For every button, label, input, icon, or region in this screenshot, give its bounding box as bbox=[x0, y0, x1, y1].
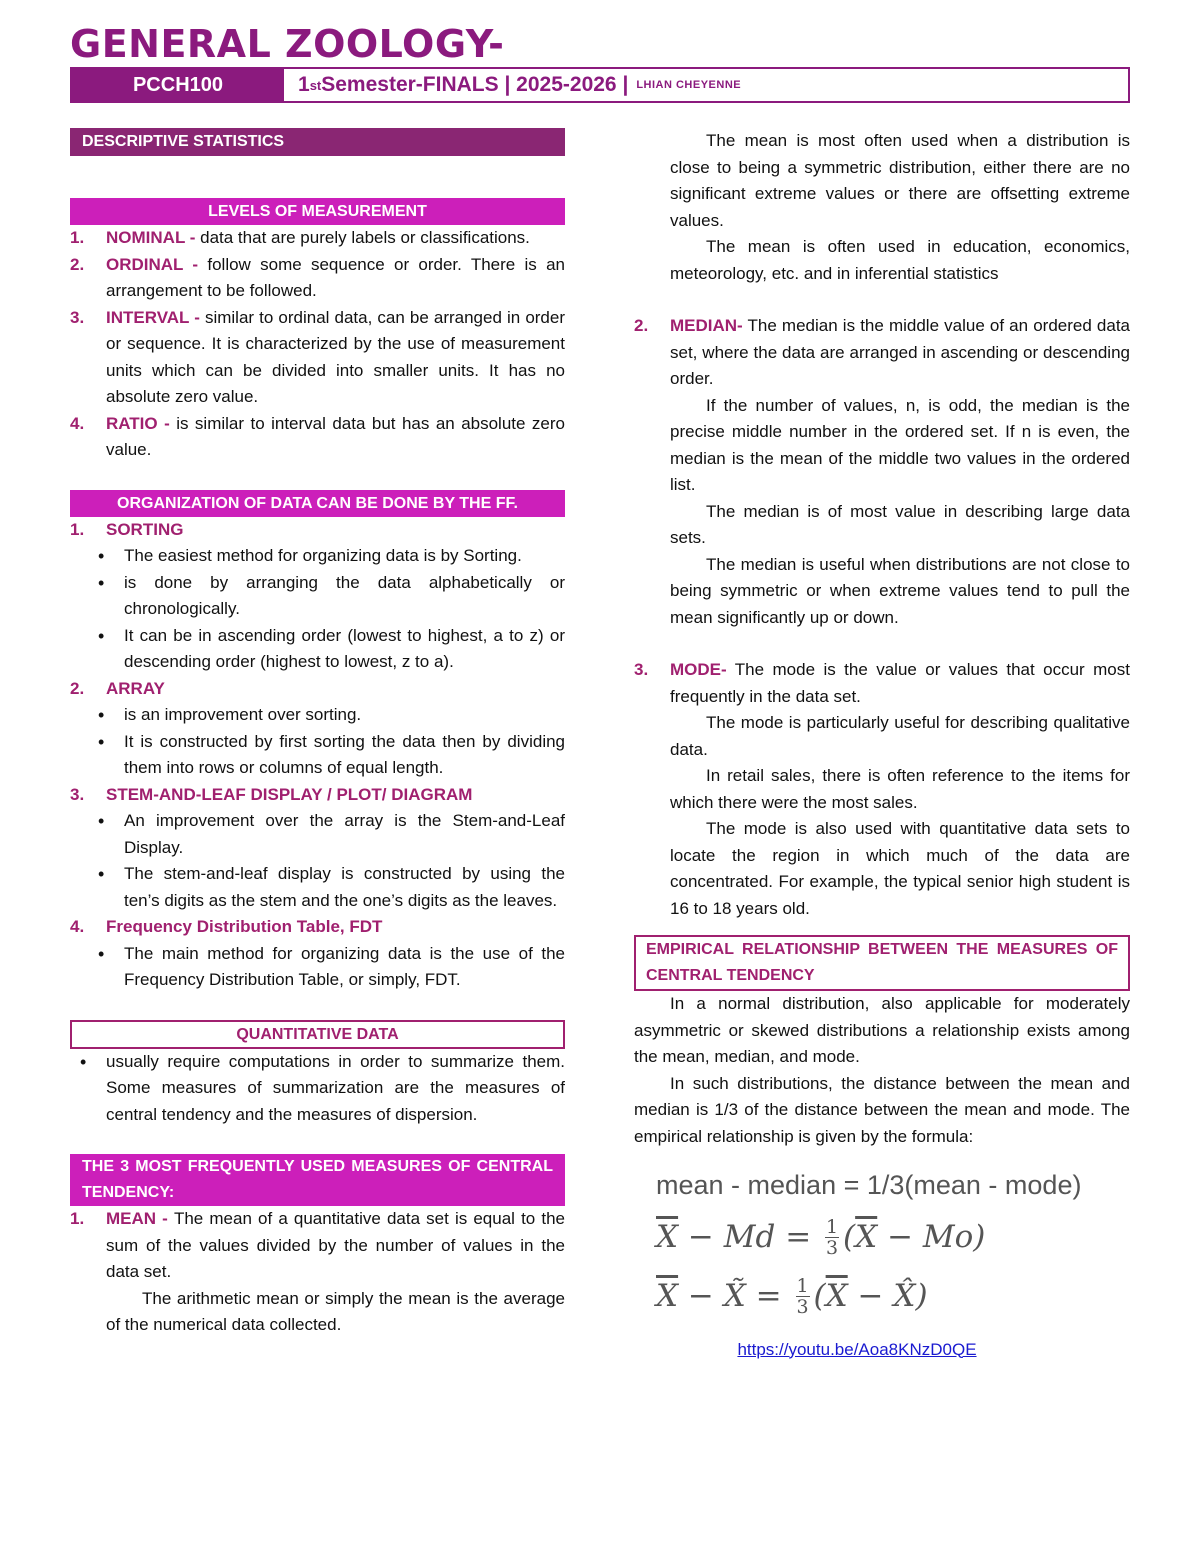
bullet-item: • is done by arranging the data alphabetically or chronologically. bbox=[70, 570, 565, 623]
central-item-mode bbox=[634, 657, 1130, 710]
definition: similar to ordinal data, can be arranged in order or sequence. It is characterized by the use of measurement units which can be divided into smaller units. It has no absolute zero value. bbox=[106, 307, 566, 406]
right-column bbox=[634, 128, 1130, 1363]
mean-paragraph: The arithmetic mean or simply the mean is the average of the numerical data collected. bbox=[106, 1288, 565, 1334]
central-tendency-heading: THE 3 MOST FREQUENTLY USED MEASURES OF CENTRAL TENDENCY: bbox=[70, 1154, 565, 1206]
formula-math-md: $\overline{X}$ − Md = $\frac{1}{3}$ ( $\overline{X}$ − Mo) bbox=[656, 1215, 986, 1259]
organization-list bbox=[70, 517, 565, 994]
section-title-descriptive-statistics: DESCRIPTIVE STATISTICS bbox=[70, 128, 565, 156]
semester-number: 1 bbox=[298, 73, 310, 96]
bullet-item: • The main method for organizing data is the use of the Frequency Distribution Table, or simply, FDT. bbox=[70, 941, 565, 994]
organization-heading: ORGANIZATION OF DATA CAN BE DONE BY THE FF. bbox=[70, 490, 565, 517]
mean-paragraph: The mean is often used in education, economics, meteorology, etc. and in inferential statistics bbox=[670, 237, 1130, 283]
youtube-link[interactable]: https://youtu.be/Aoa8KNzD0QE bbox=[737, 1339, 977, 1359]
mode-paragraph: The mode is also used with quantitative data sets to locate the region in which much of the data are concentrated. For example, the typical senior high student is 16 to 18 years old. bbox=[670, 819, 1130, 918]
level-item-nominal bbox=[70, 225, 565, 252]
list-number: 2. bbox=[634, 316, 649, 335]
bullet-item: • It can be in ascending order (lowest to highest, a to z) or descending order (highest to lowest, z to a). bbox=[70, 623, 565, 676]
quantitative-data-heading: QUANTITATIVE DATA bbox=[70, 1020, 565, 1049]
central-item-mean bbox=[70, 1206, 565, 1286]
list-number: 4. bbox=[70, 917, 85, 936]
semester-info bbox=[284, 69, 1128, 101]
bullet-item: • is an improvement over sorting. bbox=[70, 702, 565, 729]
course-code: PCCH100 bbox=[72, 69, 284, 101]
term: ARRAY bbox=[106, 678, 165, 698]
author-name: LHIAN CHEYENNE bbox=[636, 79, 742, 91]
bullet-item: • usually require computations in order to summarize them. Some measures of summarization are the measures of central tendency and the measures of dispersion. bbox=[70, 1049, 565, 1129]
term: RATIO bbox=[106, 413, 158, 433]
term: NOMINAL bbox=[106, 228, 186, 247]
org-item-array bbox=[70, 676, 565, 703]
list-number: 2. bbox=[70, 678, 85, 698]
semester-text: Semester-FINALS | 2025-2026 | bbox=[321, 73, 629, 96]
empirical-paragraph: In a normal distribution, also applicable for moderately asymmetric or skewed distributions a relationship exists among the mean, median, and mode. bbox=[634, 994, 1130, 1066]
median-paragraph: The median is useful when distributions are not close to being symmetric or when extreme values tend to pull the mean significantly up or down. bbox=[670, 554, 1130, 627]
level-item-interval bbox=[70, 305, 565, 411]
levels-of-measurement-heading: LEVELS OF MEASUREMENT bbox=[70, 198, 565, 225]
list-number: 2. bbox=[70, 254, 85, 274]
term: Frequency Distribution Table, FDT bbox=[106, 917, 383, 936]
list-number: 1. bbox=[70, 228, 85, 247]
left-column bbox=[70, 128, 565, 1339]
level-item-ordinal bbox=[70, 252, 565, 305]
list-number: 1. bbox=[70, 519, 85, 539]
separator: - bbox=[157, 413, 177, 433]
list-number: 1. bbox=[70, 1209, 85, 1228]
mean-paragraph: The mean is most often used when a distribution is close to being a symmetric distribution, either there are no significant extreme values or there are offsetting extreme values. bbox=[670, 131, 1130, 230]
term: INTERVAL bbox=[106, 307, 190, 327]
bullet-item: • The easiest method for organizing data is by Sorting. bbox=[70, 543, 565, 570]
levels-list bbox=[70, 225, 565, 464]
list-number: 3. bbox=[70, 307, 85, 327]
semester-suffix: st bbox=[309, 77, 322, 93]
list-number: 3. bbox=[70, 784, 85, 804]
definition: follow some sequence or order. There is an arrangement to be followed. bbox=[106, 254, 565, 300]
separator: - bbox=[185, 228, 201, 247]
mode-paragraph: The mode is particularly useful for describing qualitative data. bbox=[670, 713, 1130, 759]
definition: The median is the middle value of an ordered data set, where the data are arranged in ascending or descending order. bbox=[670, 316, 1130, 388]
term: MEDIAN- bbox=[670, 316, 743, 335]
separator: - bbox=[156, 1209, 174, 1228]
central-item-median bbox=[634, 313, 1130, 393]
list-number: 3. bbox=[634, 660, 649, 679]
bullet-item: • The stem-and-leaf display is constructed by using the ten’s digits as the stem and the one’s digits as the leaves. bbox=[70, 861, 565, 914]
separator: - bbox=[189, 307, 205, 327]
median-paragraph: The median is of most value in describing large data sets. bbox=[670, 501, 1130, 547]
formula-math-hat: $\overline{X}$ − X̃ = $\frac{1}{3}$ ( $\overline{X}$ − X̂) bbox=[656, 1274, 928, 1318]
org-item-fdt bbox=[70, 914, 565, 941]
org-item-sorting bbox=[70, 517, 565, 544]
separator: - bbox=[183, 254, 208, 274]
definition: data that are purely labels or classifications. bbox=[200, 228, 530, 247]
definition: The mean of a quantitative data set is equal to the sum of the values divided by the number of values in the data set. bbox=[106, 1209, 565, 1281]
org-item-stem-and-leaf bbox=[70, 782, 565, 809]
median-paragraph: If the number of values, n, is odd, the median is the precise middle number in the ordered set. If n is even, the median is the mean of the middle two values in the ordered list. bbox=[670, 395, 1130, 494]
empirical-relationship-heading: EMPIRICAL RELATIONSHIP BETWEEN THE MEASURES OF CENTRAL TENDENCY bbox=[634, 935, 1130, 991]
term: STEM-AND-LEAF DISPLAY / PLOT/ DIAGRAM bbox=[106, 784, 473, 804]
definition: The mode is the value or values that occur most frequently in the data set. bbox=[670, 660, 1130, 706]
formula-text: mean - median = 1/3(mean - mode) bbox=[656, 1170, 1082, 1200]
course-bar bbox=[70, 67, 1130, 103]
term: ORDINAL bbox=[106, 254, 184, 274]
bullet-item: • It is constructed by first sorting the data then by dividing them into rows or columns of equal length. bbox=[70, 729, 565, 782]
mode-paragraph: In retail sales, there is often reference to the items for which there were the most sales. bbox=[670, 766, 1130, 812]
formula-figure bbox=[656, 1172, 1126, 1317]
term: MEAN bbox=[106, 1209, 157, 1228]
page-title: GENERAL ZOOLOGY- bbox=[70, 22, 505, 66]
quantitative-list bbox=[70, 1049, 565, 1129]
term: MODE- bbox=[670, 660, 727, 679]
level-item-ratio bbox=[70, 411, 565, 464]
bullet-item: • An improvement over the array is the Stem-and-Leaf Display. bbox=[70, 808, 565, 861]
definition: is similar to interval data but has an absolute zero value. bbox=[106, 413, 565, 459]
empirical-paragraph: In such distributions, the distance between the mean and median is 1/3 of the distance between the mean and mode. The empirical relationship is given by the formula: bbox=[634, 1073, 1130, 1146]
term: SORTING bbox=[106, 519, 184, 539]
list-number: 4. bbox=[70, 413, 85, 433]
